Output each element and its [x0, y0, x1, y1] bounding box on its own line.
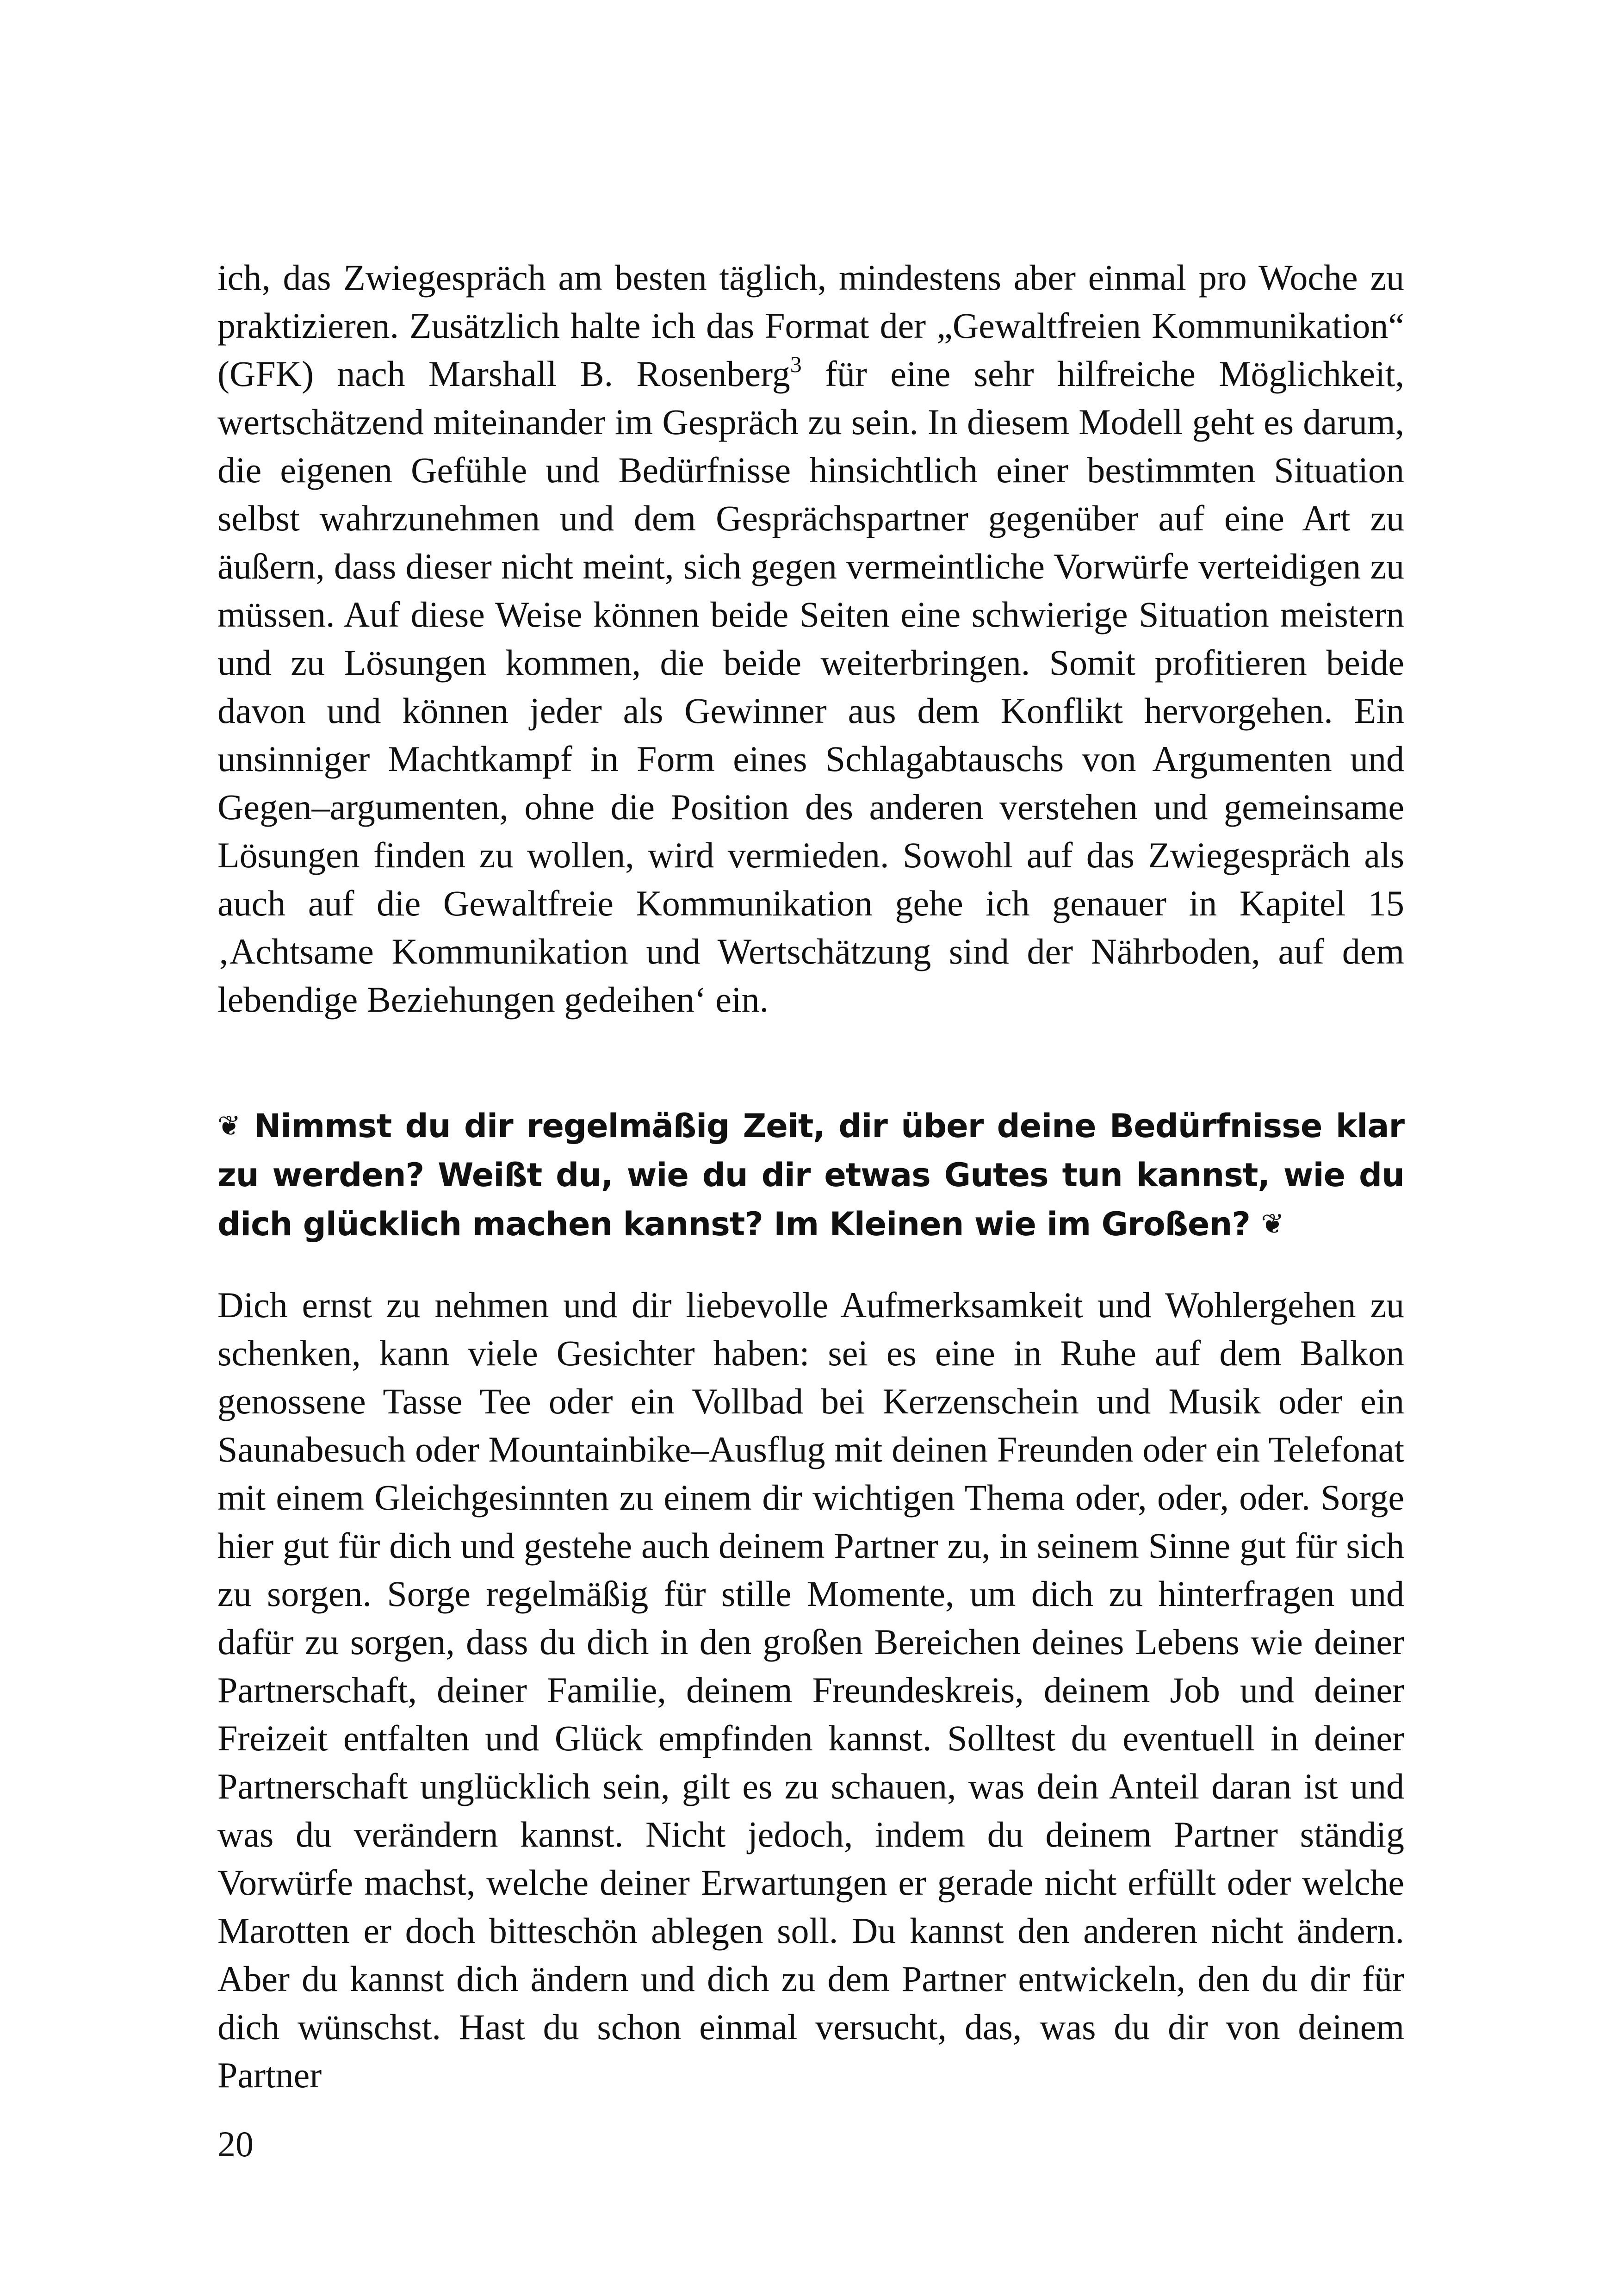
footnote-marker: 3 — [790, 351, 802, 377]
reflection-question — [217, 1101, 1404, 1249]
page-number: 20 — [217, 2124, 254, 2164]
body-paragraph — [217, 254, 1404, 1024]
question-text: Nimmst du dir regelmäßig Zeit, dir über deine Bedürfnisse klar zu werden? Weißt du, wie du dir etwas Gutes tun kannst, wie du dich glücklich machen kannst? Im Kleinen wie im Großen? — [217, 1107, 1405, 1243]
body-paragraph: Dich ernst zu nehmen und dir liebevolle Aufmerksamkeit und Wohlergehen zu schenken, kann viele Gesichter haben: sei es eine in Ruhe auf dem Balkon genossene Tasse Tee oder ein Vollbad bei Kerzenschein und Musik oder ein Saunabesuch oder Mountainbike–Ausflug mit deinen Freunden oder ein Telefonat mit einem Gleichgesinnten zu einem dir wichtigen Thema oder, oder, oder. Sorge hier gut für dich und gestehe auch deinem Partner zu, in seinem Sinne gut für sich zu sorgen. Sorge regelmäßig für stille Momente, um dich zu hinterfragen und dafür zu sorgen, dass du dich in den großen Bereichen deines Lebens wie deiner Partnerschaft, deiner Familie, deinem Freundeskreis, deinem Job und deiner Freizeit entfalten und Glück empfinden kannst. Solltest du eventuell in deiner Partnerschaft unglücklich sein, gilt es zu schauen, was dein Anteil daran ist und was du verändern kannst. Nicht jedoch, indem du deinem Partner ständig Vorwürfe machst, welche deiner Erwartungen er gerade nicht erfüllt oder welche Marotten er doch bitteschön ablegen soll. Du kannst den anderen nicht ändern. Aber du kannst dich ändern und dich zu dem Partner entwickeln, den du dir für dich wünschst. Hast du schon einmal versucht, das, was du dir von deinem Partner — [217, 1285, 1404, 2095]
paragraph-text: ich, das Zwiegespräch am besten täglich, mindestens aber einmal pro Woche zu praktizieren. Zusätzlich halte ich das Format der „Gewaltfreien Kommunikation“ (GFK) nach Marshall B. Rosenberg — [217, 257, 1404, 394]
paragraph-text: für eine sehr hilfreiche Möglichkeit, wertschätzend miteinander im Gespräch zu sein. In diesem Modell geht es darum, die eigenen Gefühle und Bedürfnisse hinsichtlich einer bestimmten Situation selbst wahrzunehmen und dem Gesprächspartner gegenüber auf eine Art zu äußern, dass dieser nicht meint, sich gegen vermeintliche Vorwürfe verteidigen zu müssen. Auf diese Weise können beide Seiten eine schwierige Situation meistern und zu Lösungen kommen, die beide weiterbringen. Somit profitieren beide davon und können jeder als Gewinner aus dem Konflikt hervorgehen. Ein unsinniger Machtkampf in Form eines Schlagabtauschs von Argumenten und Gegen–argumenten, ohne die Position des anderen verstehen und gemeinsame Lösungen finden zu wollen, wird vermieden. Sowohl auf das Zwiegespräch als auch auf die Gewaltfreie Kommunikation gehe ich genauer in Kapitel 15 ‚Achtsame Kommunikation und Wertschätzung sind der Nährboden, auf dem lebendige Beziehungen gedeihen‘ ein. — [217, 354, 1404, 1020]
floral-heart-icon: ❦ — [217, 1110, 241, 1142]
floral-heart-icon: ❦ — [1261, 1208, 1284, 1240]
